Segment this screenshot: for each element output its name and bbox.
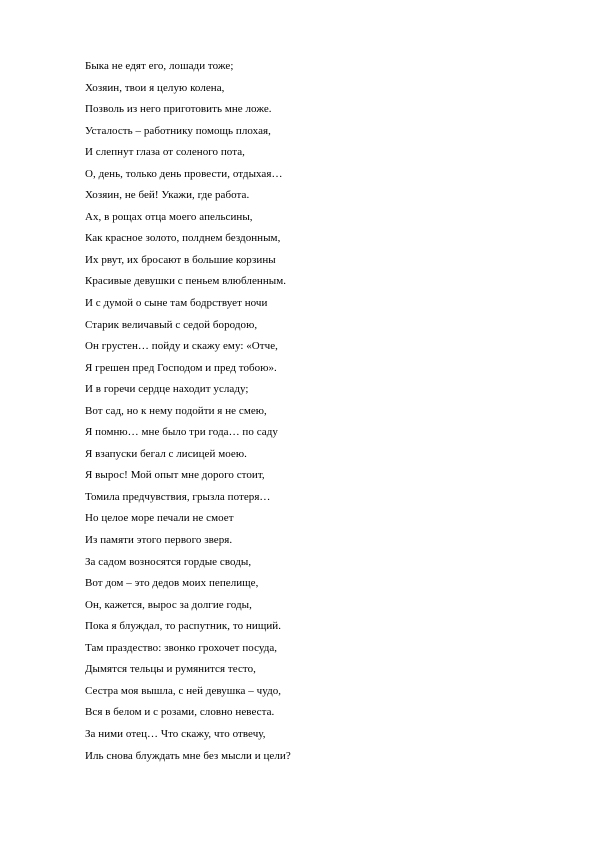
poem-line-1: Быка не едят его, лошади тоже; [85, 60, 234, 72]
poem-line-29: Дымятся тельцы и румянится тесто, [85, 663, 256, 676]
poem-line-28: Там праздество: звонко грохочет посуда, [85, 641, 278, 654]
poem-line-32: За ними отец… Что скажу, что отвечу, [85, 727, 266, 740]
poem-line-27: Пока я блуждал, то распутник, то нищий. [85, 620, 282, 633]
poem-line-20: Я вырос! Мой опыт мне дорого стоит, [85, 469, 265, 482]
poem-line-30: Сестра моя вышла, с ней девушка – чудо, [85, 684, 282, 697]
poem-line-33: Иль снова блуждать мне без мысли и цели? [85, 749, 291, 762]
poem-line-31: Вся в белом и с розами, словно невеста. [85, 706, 275, 719]
poem-line-3: Позволь из него приготовить мне ложе. [85, 103, 272, 116]
poem-line-13: Старик величавый с седой бородою, [85, 318, 258, 331]
poem-line-15: Я грешен пред Господом и пред тобою». [85, 361, 277, 374]
poem-line-26: Он, кажется, вырос за долгие годы, [85, 598, 252, 611]
poem-line-7: Хозяин, не бей! Укажи, где работа. [85, 189, 250, 202]
poem-line-2: Хозяин, твои я целую колена, [85, 81, 225, 94]
poem-text [85, 56, 545, 767]
poem-line-19: Я взапуски бегал с лисицей моею. [85, 447, 247, 460]
poem-line-4: Усталость – работнику помощь плохая, [85, 124, 271, 137]
poem-line-16: И в горечи сердце находит усладу; [85, 383, 249, 396]
poem-line-8: Ах, в рощах отца моего апельсины, [85, 210, 253, 223]
poem-line-17: Вот сад, но к нему подойти я не смею, [85, 404, 267, 417]
poem-line-6: О, день, только день провести, отдыхая… [85, 167, 283, 180]
poem-line-10: Их рвут, их бросают в большие корзины [85, 253, 276, 266]
poem-line-14: Он грустен… пойду и скажу ему: «Отче, [85, 340, 278, 353]
poem-line-24: За садом возносятся гордые своды, [85, 555, 252, 568]
poem-line-9: Как красное золото, полднем бездонным, [85, 232, 281, 245]
poem-line-12: И с думой о сыне там бодрствует ночи [85, 297, 268, 310]
poem-line-11: Красивые девушки с пеньем влюбленным. [85, 275, 287, 288]
poem-line-18: Я помню… мне было три года… по саду [85, 426, 278, 439]
poem-line-22: Но целое море печали не смоет [85, 512, 234, 525]
poem-line-25: Вот дом – это дедов моих пепелище, [85, 577, 259, 590]
poem-line-21: Томила предчувствия, грызла потеря… [85, 490, 271, 503]
poem-line-23: Из памяти этого первого зверя. [85, 534, 233, 547]
poem-line-5: И слепнут глаза от соленого пота, [85, 146, 245, 159]
